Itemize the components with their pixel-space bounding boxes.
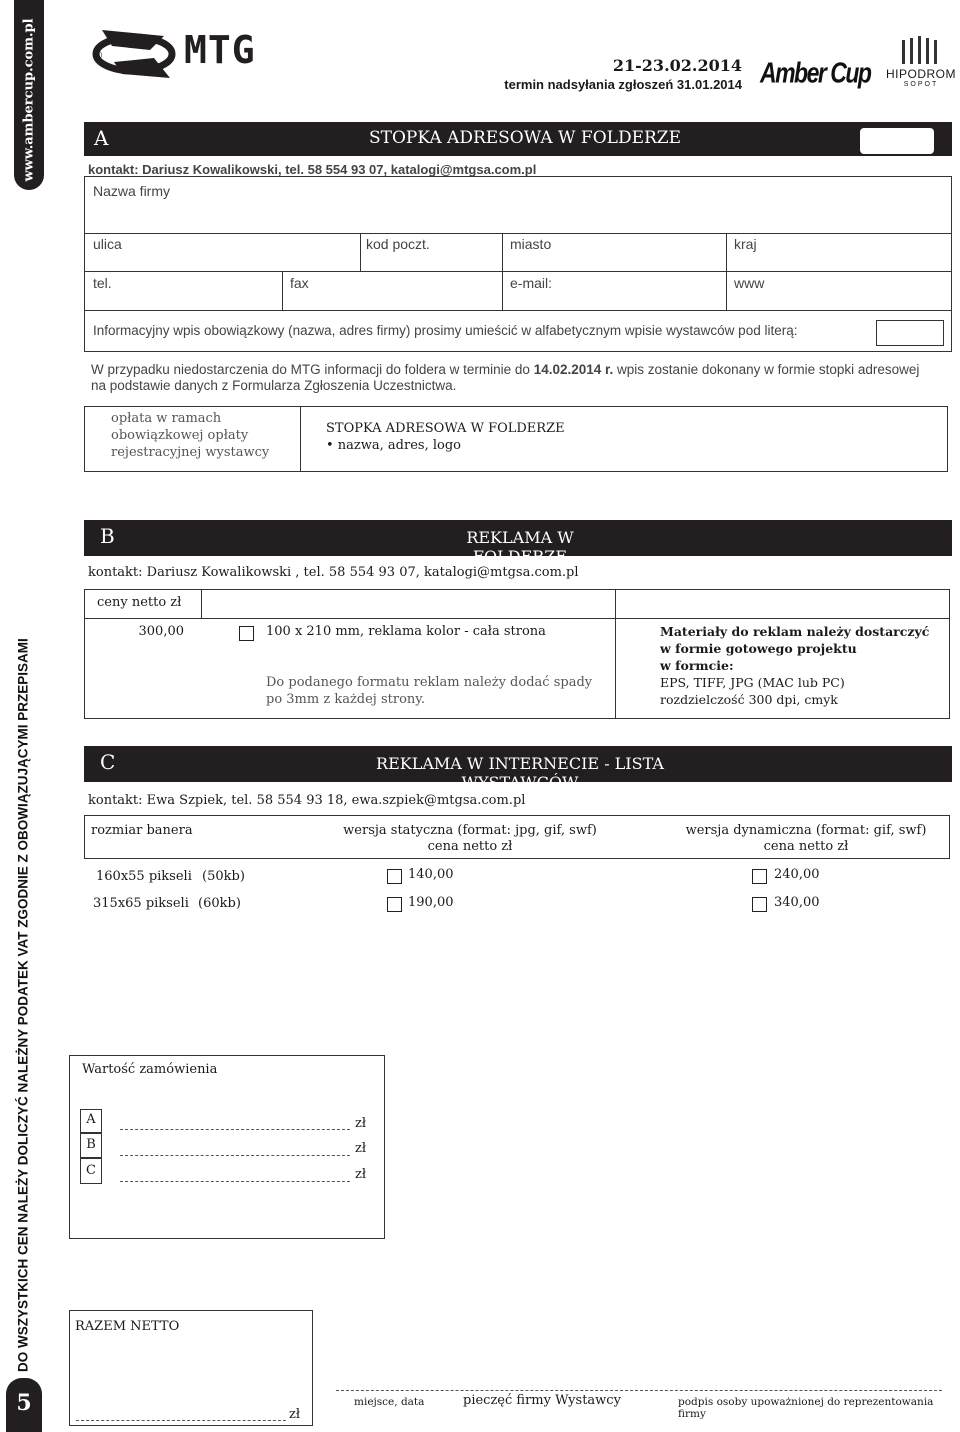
section-c-title: REKLAMA W INTERNECIE - LISTA WYSTAWCÓW [376,754,664,792]
section-a-title: STOPKA ADRESOWA W FOLDERZE [368,128,682,148]
letter-input-box[interactable] [876,320,944,346]
banner-row-1-dynamic-checkbox[interactable] [752,869,767,884]
city-label: miasto [510,236,552,252]
tel-label: tel. [93,275,112,291]
notice-part2: wpis zostanie dokonany w formie stopki adresowej [613,362,920,377]
materials-line2: w formie gotowego projektu [660,641,857,656]
fee-line1: opłata w ramach [111,411,222,426]
www-label: www [734,275,765,291]
banner-row-2-static-price: 190,00 [408,895,454,910]
order-value-box [69,1055,385,1239]
section-c-contact: kontakt: Ewa Szpiek, tel. 58 554 93 18, ewa.szpiek@mtgsa.com.pl [88,793,526,808]
banner-row-1-static-price: 140,00 [408,867,454,882]
street-label: ulica [93,236,122,252]
order-c-amount-line[interactable] [120,1181,350,1182]
notice-text [91,362,919,377]
banner-row-2-size: 315x65 pikseli [93,896,189,911]
notice-part1: W przypadku niedostarczenia do MTG informacji do foldera w terminie do [91,362,534,377]
order-c-currency: zł [355,1167,367,1182]
order-b-amount-line[interactable] [120,1155,350,1156]
mtg-logo-text: MTG [184,28,256,72]
section-b-contact: kontakt: Dariusz Kowalikowski , tel. 58 554 93 07, katalogi@mtgsa.com.pl [88,565,579,580]
banner-row-2-dynamic-checkbox[interactable] [752,897,767,912]
order-letter-a: A [86,1112,96,1127]
info-entry-label: Informacyjny wpis obowiązkowy (nazwa, adres firmy) prosimy umieścić w alfabetycznym wpisie wystawców pod literą: [93,323,798,338]
banner-row-1-weight: (50kb) [202,869,245,884]
order-b-currency: zł [355,1141,367,1156]
col-static-header-1: wersja statyczna (format: jpg, gif, swf) [343,823,597,838]
company-stamp-label: pieczęć firmy Wystawcy [463,1393,621,1408]
company-name-field[interactable] [86,200,950,232]
sopot-logo-text: SOPOT [903,81,939,88]
hipodrom-logo-text: HIPODROM [886,67,956,81]
materials-line3: w formcie: [660,658,734,673]
banner-row-2-weight: (60kb) [198,896,241,911]
side-url-text: www.ambercup.com.pl [21,18,37,182]
bleed-line2: po 3mm z każdej strony. [266,692,426,707]
notice-date: 14.02.2014 r. [533,362,614,377]
authorized-signature-label: podpis osoby upoważnionej do reprezentowania firmy [678,1396,934,1420]
total-currency: zł [289,1407,301,1422]
section-b-title: REKLAMA W FOLDERZE [466,528,574,566]
section-b-letter: B [100,524,115,548]
event-dates: 21-23.02.2014 [612,56,742,75]
registered-mark: ® [94,50,103,62]
fee-line2: obowiązkowej opłaty [111,428,249,443]
ad-checkbox[interactable] [239,626,254,641]
col-static-header-2: cena netto zł [427,839,513,854]
mtg-logo-icon [92,22,178,86]
submission-deadline: termin nadsyłania zgłoszeń 31.01.2014 [504,77,742,92]
section-a-contact: kontakt: Dariusz Kowalikowski, tel. 58 554 93 07, katalogi@mtgsa.com.pl [88,162,537,177]
postcode-label: kod poczt. [366,236,430,252]
materials-line1: Materiały do reklam należy dostarczyć [660,624,930,639]
order-letter-c: C [86,1163,96,1178]
section-a-checkbox[interactable] [860,128,934,154]
total-label: RAZEM NETTO [75,1319,180,1334]
banner-row-1-static-checkbox[interactable] [387,869,402,884]
col-dynamic-header-2: cena netto zł [763,839,849,854]
col-size-header: rozmiar banera [91,823,193,838]
order-a-amount-line[interactable] [120,1129,350,1130]
order-letter-b: B [86,1137,96,1152]
order-a-currency: zł [355,1116,367,1131]
banner-row-2-dynamic-price: 340,00 [774,895,820,910]
banner-row-2-static-checkbox[interactable] [387,897,402,912]
notice-line2: na podstawie danych z Formularza Zgłoszenia Uczestnictwa. [91,378,457,393]
materials-line5: rozdzielczość 300 dpi, cmyk [660,692,838,707]
country-label: kraj [734,236,757,252]
materials-line4: EPS, TIFF, JPG (MAC lub PC) [660,675,845,690]
section-a-letter: A [94,126,109,150]
order-value-title: Wartość zamówienia [82,1062,218,1077]
section-c-letter: C [100,750,116,774]
banner-row-1-dynamic-price: 240,00 [774,867,820,882]
hipodrom-logo-icon [902,36,946,64]
bleed-line1: Do podanego formatu reklam należy dodać spady [266,675,593,690]
total-amount-line[interactable] [76,1420,286,1421]
company-name-label: Nazwa firmy [93,183,171,199]
fee-line3: rejestracyjnej wystawcy [111,445,270,460]
email-label: e-mail: [510,275,553,291]
banner-row-1-size: 160x55 pikseli [96,869,192,884]
product-item: • nazwa, adres, logo [326,438,461,453]
col-dynamic-header-1: wersja dynamiczna (format: gif, swf) [685,823,927,838]
page-number: 5 [16,1390,32,1416]
ad-format: 100 x 210 mm, reklama kolor - cała strona [266,624,546,639]
signature-line[interactable] [336,1390,942,1391]
ad-price: 300,00 [138,624,184,639]
place-date-label: miejsce, data [354,1396,425,1408]
amber-cup-logo: Amber Cup [760,56,871,89]
side-vat-note: DO WSZYSTKICH CEN NALEŻY DOLICZYĆ NALEŻNY PODATEK VAT ZGODNIE Z OBOWIĄZUJĄCYMI PRZEPISAMI [15,638,31,1372]
price-header: ceny netto zł [97,595,182,610]
product-title: STOPKA ADRESOWA W FOLDERZE [326,421,565,436]
fax-label: fax [290,275,309,291]
